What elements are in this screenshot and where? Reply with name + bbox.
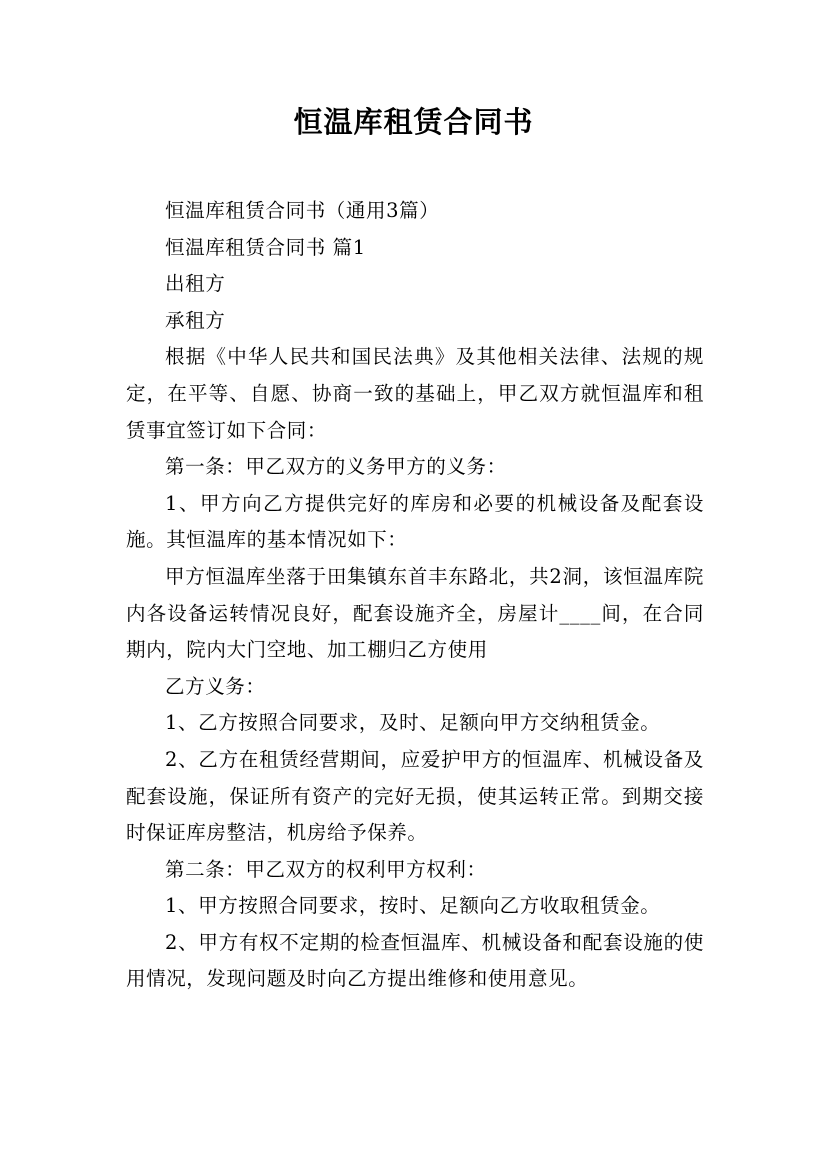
paragraph: 乙方义务：: [165, 674, 266, 698]
paragraph: 第二条：甲乙双方的权利甲方权利：: [165, 857, 487, 881]
paragraph: 1、甲方向乙方提供完好的库房和必要的机械设备及配套设施。其恒温库的基本情况如下：: [126, 491, 704, 552]
paragraph: 出租方: [165, 272, 226, 296]
paragraph: 承租方: [165, 308, 226, 332]
paragraph: 第一条：甲乙双方的义务甲方的义务：: [165, 455, 507, 479]
document-body: [126, 193, 704, 998]
paragraph: 2、乙方在租赁经营期间，应爱护甲方的恒温库、机械设备及配套设施，保证所有资产的完好无损，使其运转正常。到期交接时保证库房整洁，机房给予保养。: [126, 747, 704, 845]
paragraph: 恒温库租赁合同书（通用3篇）: [165, 199, 440, 222]
paragraph: 甲方恒温库坐落于田集镇东首丰东路北，共2洞，该恒温库院内各设备运转情况良好，配套设施齐全，房屋计____间，在合同期内，院内大门空地、加工棚归乙方使用: [126, 564, 704, 662]
document-title: 恒温库租赁合同书: [293, 105, 534, 139]
paragraph: 2、甲方有权不定期的检查恒温库、机械设备和配套设施的使用情况，发现问题及时向乙方提出维修和使用意见。: [126, 930, 704, 991]
paragraph: 恒温库租赁合同书 篇1: [165, 235, 366, 259]
paragraph: 1、甲方按照合同要求，按时、足额向乙方收取租赁金。: [165, 894, 661, 918]
paragraph: 1、乙方按照合同要求，及时、足额向甲方交纳租赁金。: [165, 711, 661, 735]
paragraph: 根据《中华人民共和国民法典》及其他相关法律、法规的规定，在平等、自愿、协商一致的基础上，甲乙双方就恒温库和租赁事宜签订如下合同：: [126, 345, 704, 442]
